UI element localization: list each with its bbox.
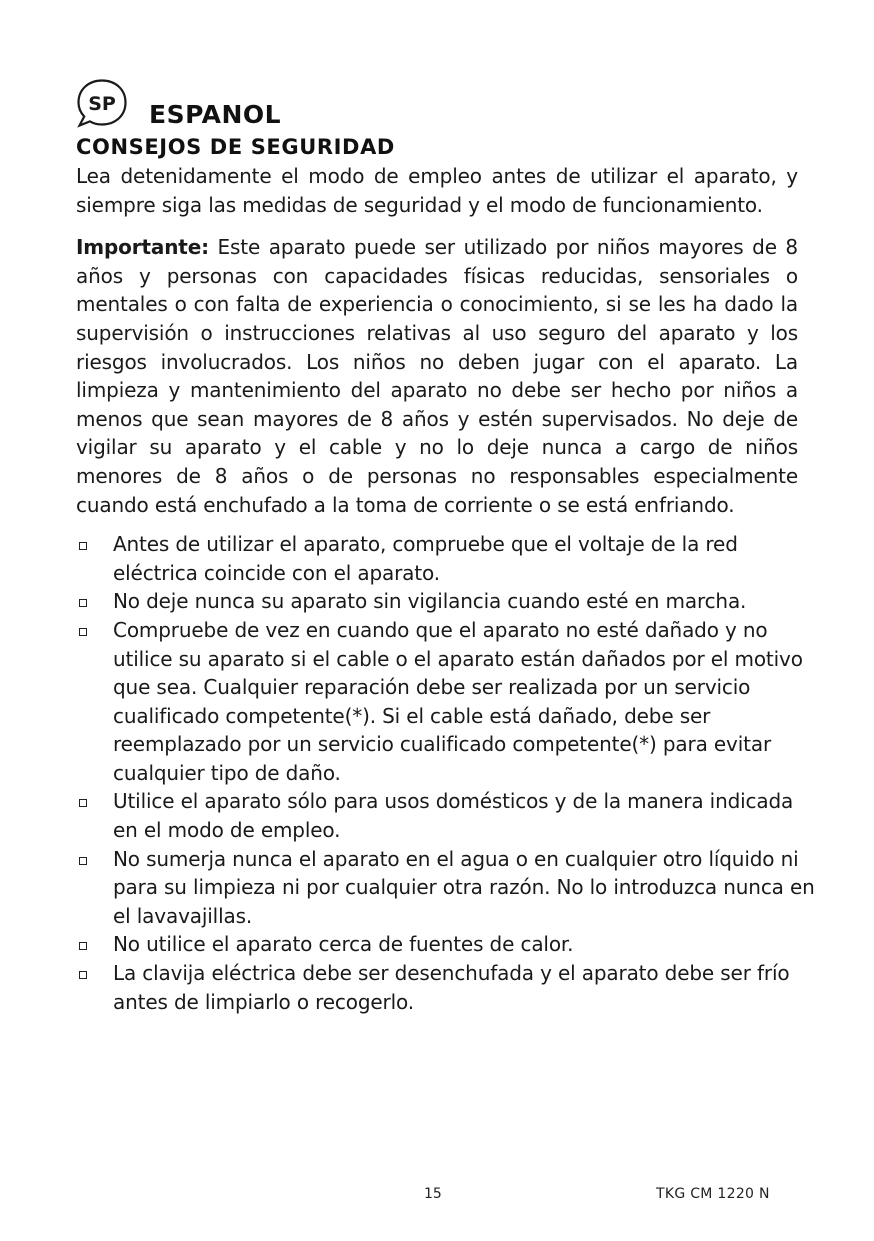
list-item-text: La clavija eléctrica debe ser desenchufada y el aparato debe ser frío antes de limpiarlo o recogerlo.	[113, 961, 790, 1014]
checkbox-bullet-icon	[79, 599, 87, 607]
language-title: ESPANOL	[149, 100, 282, 129]
list-item-text: No deje nunca su aparato sin vigilancia cuando esté en marcha.	[113, 589, 747, 614]
manual-page	[76, 78, 815, 1016]
list-item-text: Compruebe de vez en cuando que el aparato no esté dañado y no utilice su aparato si el cable o el aparato están dañados por el motivo que sea. Cualquier reparación debe ser realizada por un servicio cualificado competente(*). Si el cable está dañado, debe ser reemplazado por un servicio cualificado competente(*) para evitar cualquier tipo de daño.	[113, 617, 803, 785]
important-text: Este aparato puede ser utilizado por niños mayores de 8 años y personas con capacidades físicas reducidas, sensoriales o mentales o con falta de experiencia o conocimiento, si se les ha dado la supervisión o instrucciones relativas al uso seguro del aparato y los riesgos involucrados. Los niños no deben jugar con el aparato. La limpieza y mantenimiento del aparato no debe ser hecho por niños a menos que sean mayores de 8 años y estén supervisados. No deje de vigilar su aparato y el cable y no lo deje nunca a cargo de niños menores de 8 años o de personas no responsables especialmente cuando está enchufado a la toma de corriente o se está enfriando.	[76, 235, 798, 517]
checkbox-bullet-icon	[79, 628, 87, 636]
checkbox-bullet-icon	[79, 542, 87, 550]
list-item	[76, 530, 824, 587]
checkbox-bullet-icon	[79, 971, 87, 979]
list-item	[76, 959, 824, 1016]
model-number: TKG CM 1220 N	[656, 1186, 770, 1202]
list-item-text: No utilice el aparato cerca de fuentes de calor.	[113, 932, 574, 957]
section-title: CONSEJOS DE SEGURIDAD	[76, 135, 395, 159]
safety-list	[76, 530, 824, 1016]
page-number: 15	[424, 1186, 442, 1202]
intro-paragraph: Lea detenidamente el modo de empleo antes de utilizar el aparato, y siempre siga las medidas de seguridad y el modo de funcionamiento.	[76, 164, 798, 217]
list-item	[76, 845, 824, 931]
checkbox-bullet-icon	[79, 799, 87, 807]
list-item	[76, 616, 824, 788]
list-item	[76, 787, 824, 844]
speech-bubble-icon	[76, 78, 128, 130]
list-item-text: Antes de utilizar el aparato, compruebe que el voltaje de la red eléctrica coincide con el aparato.	[113, 532, 738, 585]
list-item-text: Utilice el aparato sólo para usos domésticos y de la manera indicada en el modo de empleo.	[113, 789, 794, 843]
language-badge-text: SP	[88, 93, 116, 115]
checkbox-bullet-icon	[79, 942, 87, 950]
list-item	[76, 930, 824, 959]
language-header	[76, 78, 798, 134]
list-item	[76, 587, 824, 616]
checkbox-bullet-icon	[79, 857, 87, 865]
list-item-text: No sumerja nunca el aparato en el agua o en cualquier otro líquido ni para su limpieza ni por cualquier otra razón. No lo introduzca nunca en el lavavajillas.	[113, 846, 815, 928]
important-label: Importante:	[76, 235, 209, 260]
important-paragraph	[76, 233, 798, 519]
